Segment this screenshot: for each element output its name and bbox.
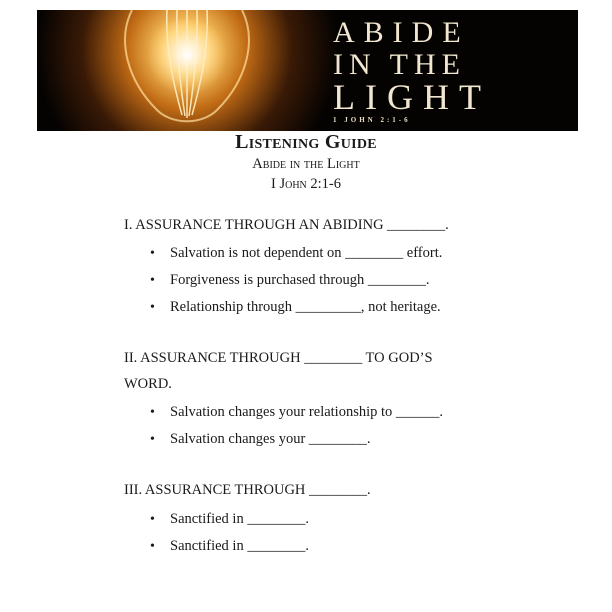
bullet-icon: • <box>150 405 155 420</box>
list-item <box>150 404 443 421</box>
banner-title-line2: IN THE <box>333 48 466 81</box>
bullet-icon: • <box>150 512 155 527</box>
section-1-title: I. ASSURANCE THROUGH AN ABIDING ________. <box>124 217 449 233</box>
page-title: Listening Guide <box>235 131 377 153</box>
list-item <box>150 511 309 528</box>
banner-title-line3: LIGHT <box>333 77 491 117</box>
list-item <box>150 245 442 262</box>
list-item-text: Salvation changes your relationship to ______. <box>170 404 444 420</box>
sermon-title: Abide in the Light <box>252 156 360 172</box>
lightbulb-icon <box>37 10 578 131</box>
list-item <box>150 538 309 555</box>
section-3-title: III. ASSURANCE THROUGH ________. <box>124 482 371 498</box>
banner-title-line1: ABIDE <box>333 16 470 49</box>
bullet-icon: • <box>150 539 155 554</box>
bullet-icon: • <box>150 273 155 288</box>
list-item <box>150 431 371 448</box>
list-item-text: Sanctified in ________. <box>170 538 309 554</box>
list-item-text: Forgiveness is purchased through ________. <box>170 272 430 288</box>
list-item <box>150 299 441 316</box>
list-item <box>150 272 430 289</box>
banner-image <box>37 10 578 131</box>
list-item-text: Salvation is not dependent on ________ effort. <box>170 245 443 261</box>
bullet-icon: • <box>150 432 155 447</box>
section-2-title: II. ASSURANCE THROUGH ________ TO GOD’S WORD. <box>124 350 433 392</box>
bullet-icon: • <box>150 246 155 261</box>
banner-scripture: 1 JOHN 2:1-6 <box>333 116 411 124</box>
list-item-text: Sanctified in ________. <box>170 511 309 527</box>
bullet-icon: • <box>150 300 155 315</box>
scripture-reference: I John 2:1-6 <box>271 176 341 192</box>
list-item-text: Salvation changes your ________. <box>170 431 371 447</box>
list-item-text: Relationship through _________, not heritage. <box>170 299 441 315</box>
